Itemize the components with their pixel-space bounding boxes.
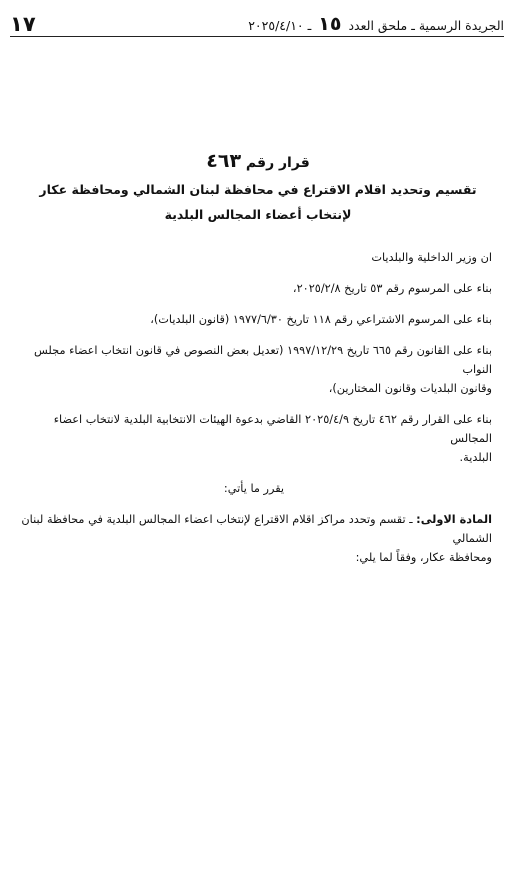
- header-gazette-info: [248, 15, 504, 36]
- article-1-line-1: [16, 510, 492, 548]
- decision-number-label: قرار رقم: [245, 155, 310, 171]
- article-1-line-2: ومحافظة عكار، وفقاً لما يلي:: [355, 551, 492, 564]
- decision-body: [16, 248, 492, 567]
- clause-2: بناء على المرسوم الاشتراعي رقم ١١٨ تاريخ ١٩٧٧/٦/٣٠ (قانون البلديات)،: [150, 313, 492, 326]
- issue-number: ١٥: [318, 13, 342, 35]
- decision-title-line-2: لإنتخاب أعضاء المجالس البلدية: [164, 207, 352, 222]
- page-header: [10, 10, 504, 37]
- decision-title-block: [20, 150, 496, 232]
- gazette-name: الجريدة الرسمية ـ ملحق العدد: [348, 18, 504, 33]
- clause-4-line-2: البلدية.: [459, 451, 492, 464]
- decision-number-line: [20, 150, 496, 172]
- clause-3-line-1: بناء على القانون رقم ٦٦٥ تاريخ ١٩٩٧/١٢/٢٩ (تعديل بعض النصوص في قانون انتخاب اعضاء مجلس النواب: [34, 344, 492, 376]
- article-1-text: ـ تقسم وتحدد مراكز اقلام الاقتراع لإنتخاب اعضاء المجالس البلدية في محافظة لبنان الشمالي: [21, 513, 492, 545]
- minister-line: ان وزير الداخلية والبلديات: [371, 251, 492, 264]
- page-number: ١٧: [10, 12, 36, 36]
- clause-1: بناء على المرسوم رقم ٥٣ تاريخ ٢٠٢٥/٢/٨،: [292, 282, 492, 295]
- clause-4-line-1: بناء على القرار رقم ٤٦٢ تاريخ ٢٠٢٥/٤/٩ القاضي بدعوة الهيئات الانتخابية البلدية لانتخاب اعضاء المجالس: [53, 413, 492, 445]
- article-1-label: المادة الاولى:: [416, 513, 492, 526]
- clause-3-line-2: وقانون البلديات وقانون المختارين)،: [328, 382, 492, 395]
- issue-date: ـ ٢٠٢٥/٤/١٠: [248, 18, 312, 33]
- decision-title-line-1: تقسيم وتحديد اقلام الاقتراع في محافظة لبنان الشمالي ومحافظة عكار: [39, 182, 477, 197]
- decision-number: ٤٦٣: [206, 150, 242, 172]
- decides-line: يقرر ما يأتي:: [223, 482, 285, 495]
